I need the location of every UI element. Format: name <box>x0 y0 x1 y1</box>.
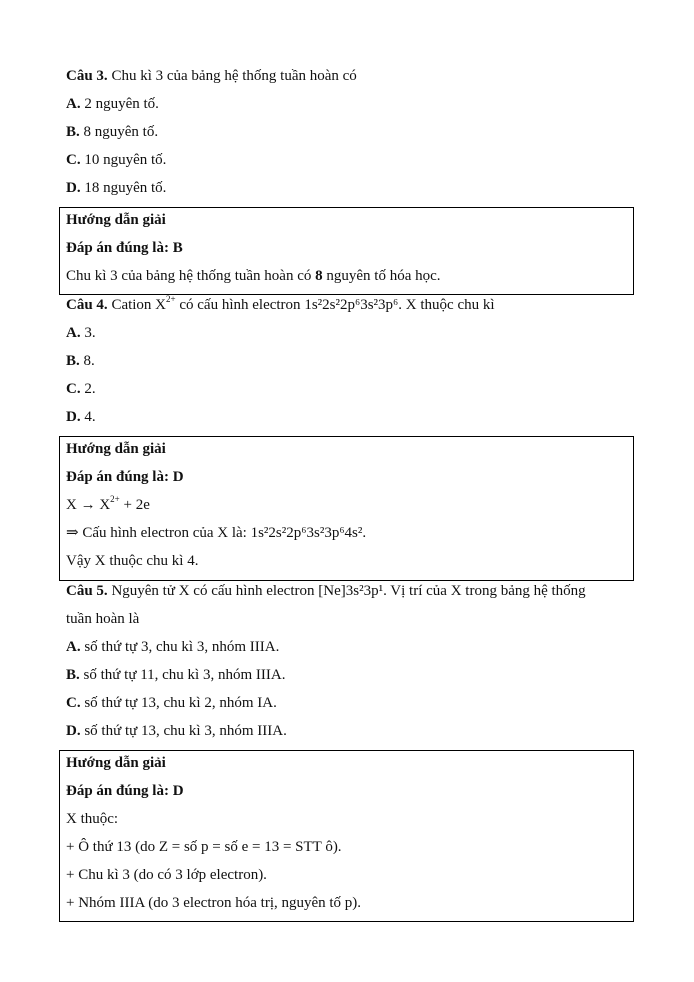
q3-text: Chu kì 3 của bảng hệ thống tuần hoàn có <box>107 68 357 84</box>
q5-guide-title: Hướng dẫn giải <box>66 755 166 771</box>
q4-guide-box <box>59 436 634 581</box>
q5-option-c: C. số thứ tự 13, chu kì 2, nhóm IA. <box>66 695 277 711</box>
q4-option-c: C. 2. <box>66 381 96 397</box>
q5-label: Câu 5. <box>66 583 108 599</box>
q3-guide-title: Hướng dẫn giải <box>66 212 166 228</box>
q5-option-a: A. số thứ tự 3, chu kì 3, nhóm IIIA. <box>66 639 280 655</box>
q4-guide-title: Hướng dẫn giải <box>66 441 166 457</box>
q5-stem-line2: tuần hoàn là <box>66 611 140 627</box>
q5-guide-line: X thuộc: <box>66 811 119 827</box>
q4-option-d: D. 4. <box>66 409 96 425</box>
q3-option-c: C. 10 nguyên tố. <box>66 152 167 168</box>
q5-guide-line: + Nhóm IIIA (do 3 electron hóa trị, nguyên tố p). <box>66 895 362 911</box>
q5-option-d: D. số thứ tự 13, chu kì 3, nhóm IIIA. <box>66 723 287 739</box>
q5-guide-box <box>59 750 634 922</box>
q4-option-b: B. 8. <box>66 353 95 369</box>
q3-guide-box <box>59 207 634 295</box>
q4-guide-config: ⇒ Cấu hình electron của X là: 1s²2s²2p⁶3s²3p⁶4s². <box>66 525 367 541</box>
q4-guide-answer: Đáp án đúng là: D <box>66 469 184 485</box>
q3-option-d: D. 18 nguyên tố. <box>66 180 167 196</box>
q4-config: 1s²2s²2p⁶3s²3p⁶ <box>304 297 399 313</box>
q5-config: [Ne]3s²3p¹ <box>318 583 384 599</box>
q3-stem <box>66 66 357 86</box>
q3-label: Câu 3. <box>66 68 108 84</box>
q5-stem: Câu 5. Nguyên tử X có cấu hình electron [Ne]3s²3p¹. Vị trí của X trong bảng hệ thống <box>66 583 586 599</box>
q3-guide-explanation: Chu kì 3 của bảng hệ thống tuần hoàn có 8 nguyên tố hóa học. <box>66 268 441 284</box>
q5-option-b: B. số thứ tự 11, chu kì 3, nhóm IIIA. <box>66 667 286 683</box>
q5-guide-line: + Chu kì 3 (do có 3 lớp electron). <box>66 867 267 883</box>
q5-guide-answer: Đáp án đúng là: D <box>66 783 184 799</box>
q3-option-a: A. 2 nguyên tố. <box>66 96 159 112</box>
q5-guide-line: + Ô thứ 13 (do Z = số p = số e = 13 = STT ô). <box>66 839 342 855</box>
q4-option-a: A. 3. <box>66 325 96 341</box>
q4-label: Câu 4. <box>66 297 108 313</box>
q4-guide-equation: $X \to X^{2+} + 2e$ <box>66 494 150 513</box>
q3-option-b: B. 8 nguyên tố. <box>66 124 159 140</box>
q3-guide-answer: Đáp án đúng là: B <box>66 240 183 256</box>
q4-stem: Câu 4. Cation $X^{2+}$ có cấu hình electron 1s²2s²2p⁶3s²3p⁶. X thuộc chu kì <box>66 294 495 313</box>
q4-guide-conclusion: Vậy X thuộc chu kì 4. <box>66 553 199 569</box>
